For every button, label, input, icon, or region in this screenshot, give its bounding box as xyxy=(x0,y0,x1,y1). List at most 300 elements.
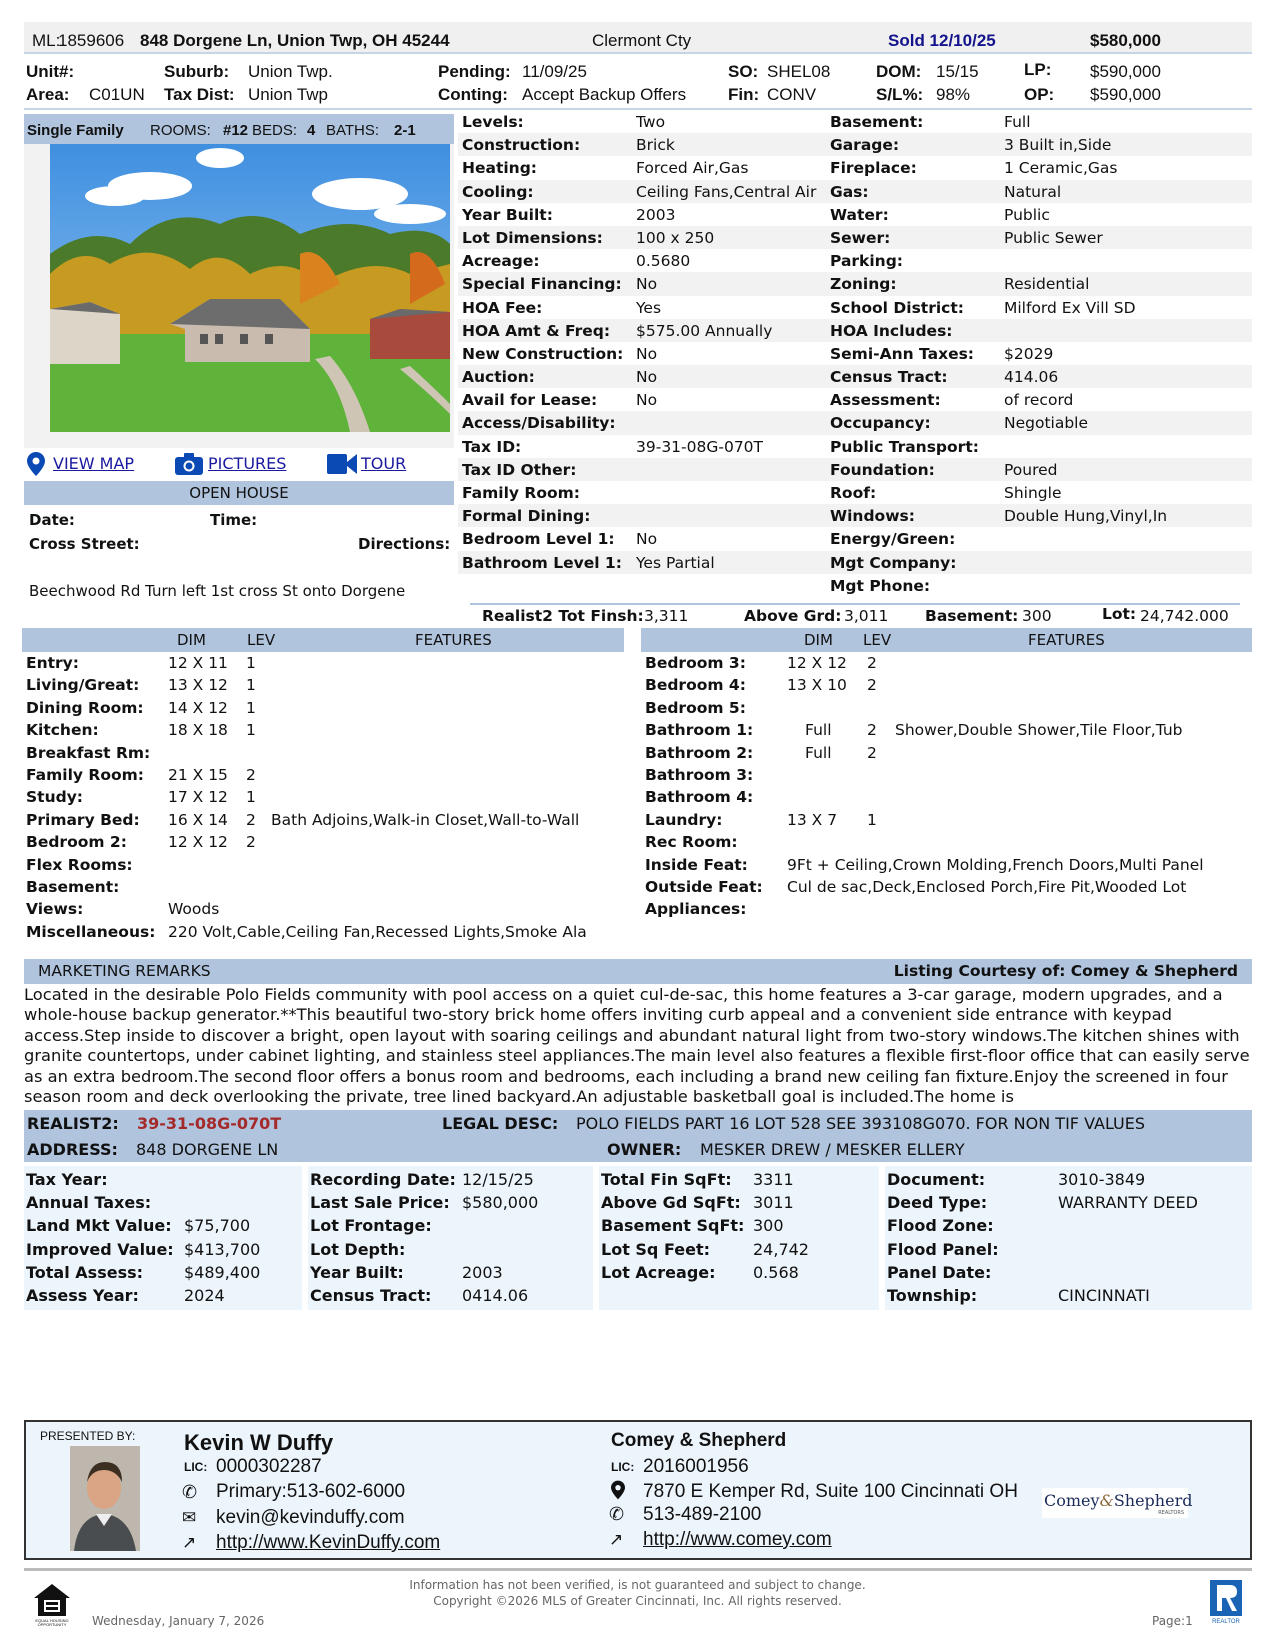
room-name: Inside Feat: xyxy=(645,855,748,874)
svg-text:REALTOR: REALTOR xyxy=(1212,1619,1240,1624)
basement-sqft-value: 300 xyxy=(1022,607,1052,625)
detail-value: of record xyxy=(1004,391,1074,410)
detail-value: Double Hung,Vinyl,In xyxy=(1004,507,1168,526)
detail-row xyxy=(458,574,1252,597)
detail-value: Public xyxy=(1004,205,1050,224)
realist-sqft-column xyxy=(599,1166,879,1310)
room-name: Views: xyxy=(26,900,84,919)
realist-value: 300 xyxy=(753,1216,784,1236)
realist-address-label: ADDRESS: xyxy=(27,1140,118,1159)
realist-value: 2003 xyxy=(462,1262,503,1282)
property-photo[interactable] xyxy=(50,144,450,432)
room-name: Bathroom 3: xyxy=(645,766,754,784)
room-row xyxy=(22,833,622,856)
footer-divider xyxy=(24,1568,1252,1571)
county: Clermont Cty xyxy=(592,31,692,50)
sl-label: S/L%: xyxy=(876,85,924,104)
room-row xyxy=(641,676,1241,699)
realist-row xyxy=(601,1263,881,1285)
detail-label: Occupancy: xyxy=(830,414,931,433)
room-name: Miscellaneous: xyxy=(26,922,156,941)
realist-value: $413,700 xyxy=(184,1239,261,1259)
office-lic-label: LIC: xyxy=(611,1460,635,1474)
features-header: FEATURES xyxy=(415,631,492,649)
room-name: Breakfast Rm: xyxy=(26,743,151,762)
room-level: 2 xyxy=(246,833,256,852)
realist-label: Land Mkt Value: xyxy=(26,1216,172,1236)
room-name: Living/Great: xyxy=(26,676,140,695)
detail-label: Basement: xyxy=(830,113,924,131)
realist-row xyxy=(887,1216,1254,1238)
room-row xyxy=(641,654,1241,677)
realist-label: Total Assess: xyxy=(26,1262,144,1282)
detail-row xyxy=(458,296,1252,319)
marketing-remarks: Located in the desirable Polo Fields community with pool access on a quiet cul-de-sac, this home features a 3-car garage, modern upgrades, and a whole-house backup generator.**This beautiful two-story brick home offers inviting curb appeal and a convenient side entrance with keypad access.Step inside to discover a bright, open layout with soaring ceilings and abundant natural light from two-story windows.The kitchen shines with granite countertops, under cabinet lighting, and stainless steel appliances.The main level also features a flexible first-floor office that can easily serve as an extra bedroom.The second floor offers a bonus room and bedrooms, each including a brand new ceiling fan fixture.Enjoy the screened in four season room and deck overlooking the private, tree lined backyard.An adjustable basketball goal is included.The home is xyxy=(24,985,1250,1107)
beds-value: 4 xyxy=(307,122,316,139)
realist-value: 3011 xyxy=(753,1193,794,1213)
room-name: Study: xyxy=(26,788,84,807)
listing-header xyxy=(24,22,1252,54)
detail-label: Lot Dimensions: xyxy=(462,228,603,247)
room-level: 1 xyxy=(246,676,256,695)
room-name: Bathroom 1: xyxy=(645,721,754,740)
rooms-right-header xyxy=(641,628,1252,652)
room-level: 2 xyxy=(867,721,877,740)
office-license: 2016001956 xyxy=(643,1456,749,1477)
presented-by-label: PRESENTED BY: xyxy=(40,1429,136,1443)
detail-label: Census Tract: xyxy=(830,368,948,387)
dom-value: 15/15 xyxy=(936,62,979,81)
realist-row xyxy=(310,1286,595,1308)
detail-row xyxy=(458,133,1252,156)
realist-row xyxy=(601,1240,881,1262)
room-level: 2 xyxy=(867,676,877,695)
detail-value: Negotiable xyxy=(1004,414,1089,433)
realist-value: CINCINNATI xyxy=(1058,1286,1150,1305)
detail-value: Public Sewer xyxy=(1004,228,1103,247)
room-row xyxy=(22,923,622,946)
external-link-icon: ↗ xyxy=(182,1533,197,1552)
detail-label: Roof: xyxy=(830,484,877,502)
room-row xyxy=(22,900,622,923)
phone-icon: ✆ xyxy=(609,1504,625,1524)
map-pin-icon xyxy=(611,1480,625,1505)
taxdist-label: Tax Dist: xyxy=(164,85,235,104)
lot-value: 24,742.000 xyxy=(1140,607,1229,625)
detail-row xyxy=(458,458,1252,481)
detail-value: No xyxy=(636,530,658,549)
realist-document-column xyxy=(885,1166,1252,1310)
detail-label: Formal Dining: xyxy=(462,507,591,526)
room-dim: 13 X 12 xyxy=(168,676,228,695)
map-pin-icon xyxy=(27,452,45,480)
dom-label: DOM: xyxy=(876,62,922,81)
detail-row xyxy=(458,342,1252,365)
property-details-table xyxy=(458,110,1252,597)
room-level: 1 xyxy=(867,810,877,829)
detail-value: 3 Built in,Side xyxy=(1004,136,1112,155)
room-row xyxy=(641,744,1241,767)
detail-label: Zoning: xyxy=(830,275,897,294)
room-level: 2 xyxy=(867,654,877,672)
room-name: Family Room: xyxy=(26,766,144,784)
dim-header: DIM xyxy=(177,631,206,649)
lev-header: LEV xyxy=(863,631,892,649)
room-row xyxy=(22,744,622,767)
office-website-link[interactable]: http://www.comey.com xyxy=(643,1529,832,1550)
realist-label: Total Fin SqFt: xyxy=(601,1170,732,1189)
realist-label: Census Tract: xyxy=(310,1286,432,1305)
realist-row xyxy=(887,1286,1254,1308)
room-level: 2 xyxy=(867,743,877,762)
suburb-value: Union Twp. xyxy=(248,62,333,81)
realist-label: Year Built: xyxy=(310,1262,404,1282)
presented-by-card xyxy=(24,1420,1252,1560)
room-row xyxy=(641,856,1241,879)
realist-address-value: 848 DORGENE LN xyxy=(136,1140,279,1159)
room-dim: 17 X 12 xyxy=(168,788,228,807)
realist-row xyxy=(26,1286,304,1308)
room-level: 2 xyxy=(246,810,256,829)
detail-label: Fireplace: xyxy=(830,159,917,178)
page-footer xyxy=(0,1574,1275,1650)
room-features: Shower,Double Shower,Tile Floor,Tub xyxy=(895,721,1183,740)
realist-row xyxy=(887,1193,1254,1215)
realist-row xyxy=(26,1240,304,1262)
detail-row xyxy=(458,551,1252,574)
remarks-header xyxy=(24,959,1252,984)
room-name: Outside Feat: xyxy=(645,878,763,896)
room-name: Bedroom 4: xyxy=(645,676,746,695)
realtor-logo-icon xyxy=(1208,1580,1244,1627)
detail-label: Construction: xyxy=(462,136,581,155)
room-name: Flex Rooms: xyxy=(26,855,133,874)
area-label: Area: xyxy=(26,85,70,104)
detail-value: 0.5680 xyxy=(636,252,691,271)
baths-label: BATHS: xyxy=(326,122,380,139)
detail-label: HOA Fee: xyxy=(462,298,543,317)
room-dim: 12 X 12 xyxy=(787,654,847,672)
features-header: FEATURES xyxy=(1028,631,1105,649)
view-map-link[interactable]: VIEW MAP xyxy=(53,454,135,473)
detail-label: Bedroom Level 1: xyxy=(462,530,615,549)
room-dim: 13 X 10 xyxy=(787,676,847,695)
media-links xyxy=(24,448,454,480)
page-number: Page:1 xyxy=(1152,1614,1193,1628)
property-type: Single Family xyxy=(27,122,124,139)
taxdist-value: Union Twp xyxy=(248,85,329,104)
realist-value: 0.568 xyxy=(753,1262,799,1282)
open-house-header: OPEN HOUSE xyxy=(24,481,454,505)
realist-label: Recording Date: xyxy=(310,1170,456,1189)
detail-value: Residential xyxy=(1004,275,1090,294)
detail-value: Shingle xyxy=(1004,484,1062,502)
owner-label: OWNER: xyxy=(607,1140,682,1159)
realist-id-bar xyxy=(24,1110,1252,1136)
detail-label: Access/Disability: xyxy=(462,414,616,433)
realist-row xyxy=(601,1216,881,1238)
room-row xyxy=(22,654,622,677)
above-grade-value: 3,011 xyxy=(844,607,889,625)
agent-phone[interactable]: Primary:513-602-6000 xyxy=(216,1481,406,1502)
realist-row xyxy=(601,1170,881,1192)
detail-value: 100 x 250 xyxy=(636,228,715,247)
room-name: Primary Bed: xyxy=(26,810,140,829)
detail-label: Semi-Ann Taxes: xyxy=(830,344,975,363)
room-features: Bath Adjoins,Walk-in Closet,Wall-to-Wall xyxy=(271,810,580,829)
detail-value: No xyxy=(636,391,658,410)
realist-label: Flood Zone: xyxy=(887,1216,994,1236)
detail-label: Family Room: xyxy=(462,484,580,502)
room-row xyxy=(22,721,622,744)
realist-label: Improved Value: xyxy=(26,1239,174,1259)
realist-value: WARRANTY DEED xyxy=(1058,1193,1198,1213)
detail-row xyxy=(458,411,1252,434)
room-dim: 12 X 11 xyxy=(168,654,228,672)
pictures-link[interactable]: PICTURES xyxy=(208,454,287,473)
pending-label: Pending: xyxy=(438,62,511,81)
detail-label: Energy/Green: xyxy=(830,530,956,549)
office-phone[interactable]: 513-489-2100 xyxy=(643,1504,762,1525)
detail-value: Milford Ex Vill SD xyxy=(1004,298,1136,317)
realist-value: $489,400 xyxy=(184,1262,261,1282)
room-row xyxy=(641,878,1241,901)
office-name: Comey & Shepherd xyxy=(611,1430,787,1451)
basement-sqft-label: Basement: xyxy=(925,607,1019,625)
room-dim: Full xyxy=(805,721,832,740)
rooms-value: #12 xyxy=(223,122,249,139)
room-row xyxy=(22,878,622,901)
realist-row xyxy=(887,1240,1254,1262)
legal-desc-label: LEGAL DESC: xyxy=(442,1114,559,1133)
print-date: Wednesday, January 7, 2026 xyxy=(92,1614,265,1628)
realist-label: Annual Taxes: xyxy=(26,1193,152,1213)
detail-label: Garage: xyxy=(830,136,900,155)
beds-label: BEDS: xyxy=(252,122,298,139)
realist-id: 39-31-08G-070T xyxy=(137,1114,282,1133)
room-name: Dining Room: xyxy=(26,698,144,717)
detail-row xyxy=(458,226,1252,249)
lev-header: LEV xyxy=(247,631,276,649)
office-logo: Comey&Shepherd REALTORS xyxy=(1042,1488,1188,1518)
detail-label: Windows: xyxy=(830,507,915,526)
room-dim: 220 Volt,Cable,Ceiling Fan,Recessed Lights,Smoke Ala xyxy=(168,922,587,941)
room-dim: 16 X 14 xyxy=(168,810,228,829)
detail-row xyxy=(458,180,1252,203)
room-level: 1 xyxy=(246,654,256,672)
room-dim: 12 X 12 xyxy=(168,833,228,852)
detail-label: Year Built: xyxy=(462,205,553,224)
office-address: 7870 E Kemper Rd, Suite 100 Cincinnati OH xyxy=(643,1481,1018,1502)
room-dim: 18 X 18 xyxy=(168,721,228,740)
realist-label: Document: xyxy=(887,1170,986,1189)
op-label: OP: xyxy=(1024,85,1055,104)
listing-address: 848 Dorgene Ln, Union Twp, OH 45244 xyxy=(140,31,450,50)
detail-value: Brick xyxy=(636,136,675,155)
detail-value: No xyxy=(636,275,658,294)
property-type-bar xyxy=(24,114,454,144)
detail-label: Bathroom Level 1: xyxy=(462,553,622,572)
detail-value: 1 Ceramic,Gas xyxy=(1004,159,1118,178)
detail-label: Acreage: xyxy=(462,252,540,271)
dim-header: DIM xyxy=(804,631,833,649)
detail-value: $575.00 Annually xyxy=(636,321,773,340)
realist-label: Basement SqFt: xyxy=(601,1216,745,1236)
room-row xyxy=(22,676,622,699)
room-row xyxy=(641,788,1241,811)
detail-row xyxy=(458,504,1252,527)
lp-value: $590,000 xyxy=(1090,62,1161,81)
realist-value: 3010-3849 xyxy=(1058,1170,1146,1189)
status-badge: Sold 12/10/25 xyxy=(888,31,996,50)
agent-lic-label: LIC: xyxy=(184,1460,208,1474)
listing-courtesy: Listing Courtesy of: Comey & Shepherd xyxy=(893,962,1238,980)
directions-text: Beechwood Rd Turn left 1st cross St onto Dorgene xyxy=(29,582,406,600)
realist-label: Last Sale Price: xyxy=(310,1193,450,1213)
copyright: Copyright ©2026 MLS of Greater Cincinnati, Inc. All rights reserved. xyxy=(433,1594,842,1608)
realist-label: Lot Frontage: xyxy=(310,1216,432,1236)
external-link-icon: ↗ xyxy=(609,1530,624,1549)
realist-label: Deed Type: xyxy=(887,1193,988,1213)
room-name: Bedroom 3: xyxy=(645,654,746,672)
realist-label: Flood Panel: xyxy=(887,1239,999,1259)
fin-label: Fin: xyxy=(728,85,760,104)
detail-label: Parking: xyxy=(830,252,903,271)
room-row xyxy=(641,766,1241,789)
detail-row xyxy=(458,203,1252,226)
lp-label: LP: xyxy=(1024,60,1052,79)
lot-label: Lot: xyxy=(1102,605,1137,623)
room-row xyxy=(22,699,622,722)
realist-row xyxy=(310,1216,595,1238)
realist-tax-column xyxy=(24,1166,302,1310)
detail-row xyxy=(458,272,1252,295)
realist-value: $75,700 xyxy=(184,1216,251,1236)
room-name: Bedroom 5: xyxy=(645,698,746,717)
room-row xyxy=(22,788,622,811)
detail-label: Assessment: xyxy=(830,391,941,410)
detail-value: 2003 xyxy=(636,205,676,224)
open-house-date-label: Date: xyxy=(29,511,75,529)
realist-value: $580,000 xyxy=(462,1193,539,1213)
conting-value: Accept Backup Offers xyxy=(522,85,687,104)
detail-label: Special Financing: xyxy=(462,275,622,294)
fin-value: CONV xyxy=(767,85,817,104)
detail-value: No xyxy=(636,344,658,363)
so-label: SO: xyxy=(728,62,759,81)
detail-value: Yes Partial xyxy=(636,553,715,572)
cross-street-label: Cross Street: xyxy=(29,535,140,553)
detail-value: Full xyxy=(1004,113,1031,131)
detail-label: Tax ID Other: xyxy=(462,460,577,479)
disclaimer: Information has not been verified, is not guaranteed and subject to change. xyxy=(409,1578,866,1592)
detail-label: HOA Includes: xyxy=(830,321,953,340)
room-name: Basement: xyxy=(26,878,120,896)
detail-label: HOA Amt & Freq: xyxy=(462,321,611,340)
detail-label: Foundation: xyxy=(830,460,935,479)
ml-number: 1859606 xyxy=(58,31,125,50)
conting-label: Conting: xyxy=(438,85,508,104)
detail-value: $2029 xyxy=(1004,344,1054,363)
realist-value: 0414.06 xyxy=(462,1286,529,1305)
realist-row xyxy=(887,1170,1254,1192)
agent-website-link[interactable]: http://www.KevinDuffy.com xyxy=(216,1532,441,1553)
detail-label: Avail for Lease: xyxy=(462,391,598,410)
detail-label: Heating: xyxy=(462,159,537,178)
room-row xyxy=(641,900,1241,923)
realist-label: Panel Date: xyxy=(887,1262,992,1282)
photo-frame xyxy=(24,144,454,448)
suburb-label: Suburb: xyxy=(164,62,230,81)
detail-row xyxy=(458,319,1252,342)
realist-row xyxy=(26,1193,304,1215)
detail-label: Tax ID: xyxy=(462,437,522,456)
detail-label: Water: xyxy=(830,205,889,224)
sqft-totals xyxy=(470,603,1240,625)
detail-label: Levels: xyxy=(462,113,524,131)
agent-email[interactable]: kevin@kevinduffy.com xyxy=(216,1507,405,1528)
realist-row xyxy=(887,1263,1254,1285)
realist-label: Township: xyxy=(887,1286,978,1305)
realist-label: Lot Acreage: xyxy=(601,1262,716,1282)
room-dim: 13 X 7 xyxy=(787,810,838,829)
detail-value: Ceiling Fans,Central Air xyxy=(636,182,817,201)
agent-license: 0000302287 xyxy=(216,1456,322,1477)
room-name: Bathroom 4: xyxy=(645,788,754,807)
owner-value: MESKER DREW / MESKER ELLERY xyxy=(700,1140,965,1159)
rooms-label: ROOMS: xyxy=(150,122,211,139)
camera-icon xyxy=(175,453,203,479)
detail-label: Cooling: xyxy=(462,182,534,201)
tour-link[interactable]: TOUR xyxy=(361,454,407,473)
realist-row xyxy=(310,1240,595,1262)
agent-name: Kevin W Duffy xyxy=(184,1430,334,1455)
detail-value: Yes xyxy=(636,298,662,317)
above-grade-label: Above Grd: xyxy=(744,607,842,625)
baths-value: 2-1 xyxy=(394,122,416,139)
total-finished-value: 3,311 xyxy=(644,607,689,625)
detail-row xyxy=(458,481,1252,504)
room-level: 2 xyxy=(246,766,256,784)
room-row xyxy=(22,766,622,789)
realist-label: Lot Depth: xyxy=(310,1239,406,1259)
detail-row xyxy=(458,388,1252,411)
listing-summary xyxy=(24,56,1252,110)
room-row xyxy=(641,699,1241,722)
op-value: $590,000 xyxy=(1090,85,1161,104)
realist-label: Lot Sq Feet: xyxy=(601,1239,710,1259)
realist-row xyxy=(310,1193,595,1215)
sold-price: $580,000 xyxy=(1090,31,1161,50)
detail-row xyxy=(458,527,1252,550)
legal-desc-value: POLO FIELDS PART 16 LOT 528 SEE 393108G070. FOR NON TIF VALUES xyxy=(576,1114,1146,1133)
detail-value: Poured xyxy=(1004,460,1058,479)
detail-value: Two xyxy=(636,113,666,131)
directions-label: Directions: xyxy=(358,535,451,553)
realist-row xyxy=(310,1263,595,1285)
realist-label: Tax Year: xyxy=(26,1170,108,1189)
pending-value: 11/09/25 xyxy=(522,62,587,81)
detail-value: 414.06 xyxy=(1004,368,1059,387)
room-dim: 21 X 15 xyxy=(168,766,228,784)
detail-label: Sewer: xyxy=(830,228,891,247)
detail-row xyxy=(458,435,1252,458)
area-value: C01UN xyxy=(89,85,145,104)
realist-row xyxy=(26,1263,304,1285)
room-level: 1 xyxy=(246,698,256,717)
video-camera-icon xyxy=(327,454,357,478)
detail-label: School District: xyxy=(830,298,964,317)
